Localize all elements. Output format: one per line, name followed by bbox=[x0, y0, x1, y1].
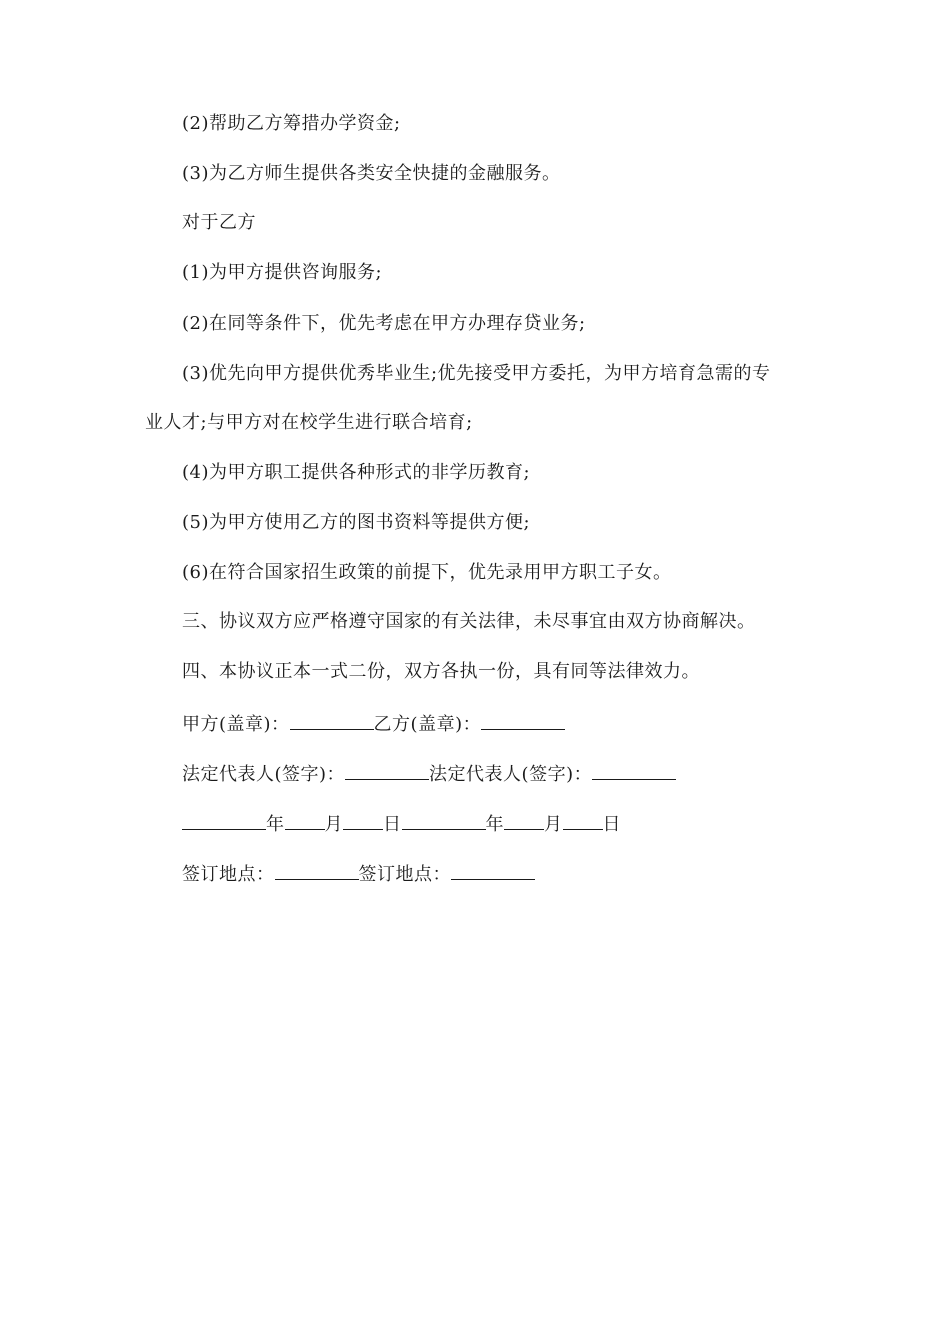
clause-a-2: (2)帮助乙方筹措办学资金; bbox=[182, 113, 401, 134]
party-b-seal-blank bbox=[481, 711, 565, 730]
year-b-label: 年 bbox=[485, 814, 504, 835]
seal-row bbox=[182, 711, 565, 736]
clause-b-4: (4)为甲方职工提供各种形式的非学历教育; bbox=[182, 462, 531, 483]
article-three: 三、协议双方应严格遵守国家的有关法律，未尽事宜由双方协商解决。 bbox=[182, 611, 756, 632]
day-b-blank bbox=[563, 811, 603, 830]
legal-rep-a-label: 法定代表人(签字)： bbox=[182, 764, 346, 785]
year-a-blank bbox=[182, 811, 266, 830]
party-b-seal-label: 乙方(盖章)： bbox=[373, 714, 482, 735]
day-a-label: 日 bbox=[383, 814, 402, 835]
day-b-label: 日 bbox=[602, 814, 621, 835]
place-b-label: 签订地点： bbox=[358, 864, 451, 885]
clause-b-3-continued: 业人才;与甲方对在校学生进行联合培育; bbox=[145, 412, 473, 433]
clause-b-6: (6)在符合国家招生政策的前提下，优先录用甲方职工子女。 bbox=[182, 562, 672, 583]
month-a-label: 月 bbox=[324, 814, 343, 835]
year-b-blank bbox=[402, 811, 486, 830]
party-a-seal-label: 甲方(盖章)： bbox=[182, 714, 290, 735]
month-b-blank bbox=[504, 811, 544, 830]
date-row bbox=[182, 811, 621, 836]
clause-b-1: (1)为甲方提供咨询服务; bbox=[182, 262, 383, 283]
clause-a-3: (3)为乙方师生提供各类安全快捷的金融服务。 bbox=[182, 163, 561, 184]
day-a-blank bbox=[343, 811, 383, 830]
place-b-blank bbox=[451, 861, 535, 880]
clause-b-5: (5)为甲方使用乙方的图书资料等提供方便; bbox=[182, 512, 531, 533]
signing-place-row bbox=[182, 861, 535, 886]
year-a-label: 年 bbox=[266, 814, 285, 835]
legal-rep-a-blank bbox=[345, 761, 429, 780]
legal-rep-b-blank bbox=[592, 761, 676, 780]
section-heading-party-b: 对于乙方 bbox=[182, 212, 256, 233]
month-a-blank bbox=[285, 811, 325, 830]
legal-rep-row bbox=[182, 761, 676, 786]
party-a-seal-blank bbox=[290, 711, 374, 730]
article-four: 四、本协议正本一式二份，双方各执一份，具有同等法律效力。 bbox=[182, 661, 700, 682]
clause-b-3: (3)优先向甲方提供优秀毕业生;优先接受甲方委托，为甲方培育急需的专 bbox=[182, 363, 771, 384]
place-a-label: 签订地点： bbox=[182, 864, 275, 885]
place-a-blank bbox=[275, 861, 359, 880]
month-b-label: 月 bbox=[544, 814, 563, 835]
clause-b-2: (2)在同等条件下，优先考虑在甲方办理存贷业务; bbox=[182, 313, 586, 334]
legal-rep-b-label: 法定代表人(签字)： bbox=[429, 764, 593, 785]
